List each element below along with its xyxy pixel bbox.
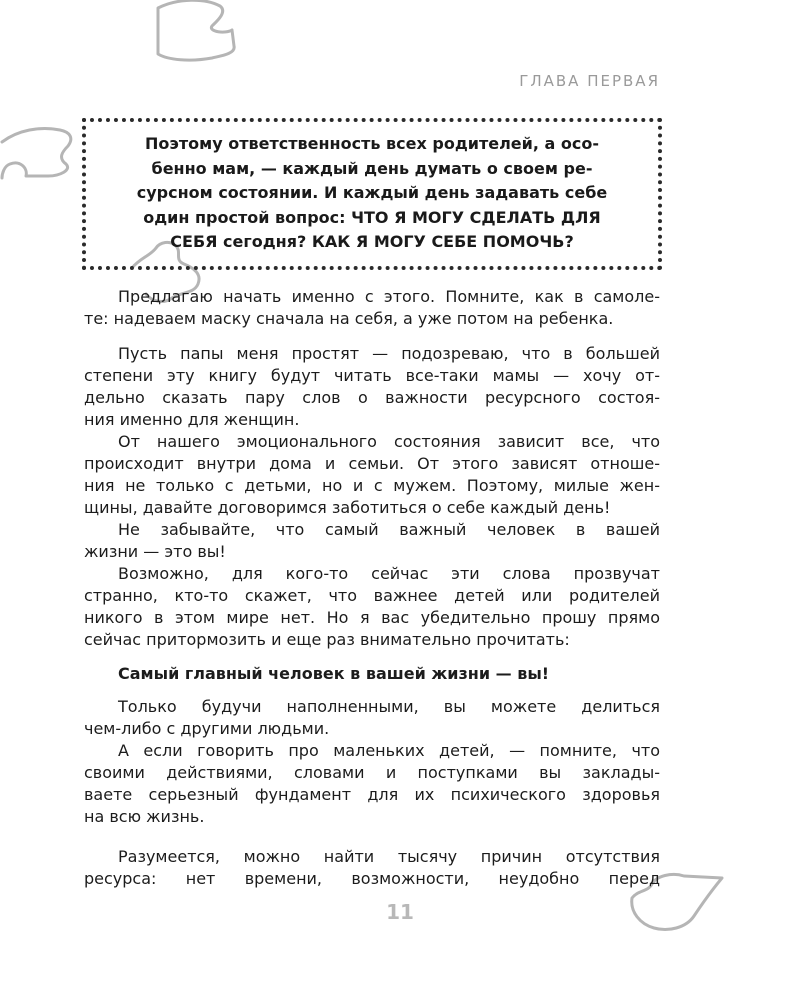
text-line: чем-либо с другими людьми. [84, 719, 330, 738]
callout-line: бенно мам, — каждый день думать о своем ре- [151, 158, 593, 178]
emphasis-paragraph [84, 663, 660, 685]
paragraph-2 [84, 343, 660, 651]
callout-line: Поэтому ответственность всех родителей, а осо- [145, 134, 599, 153]
page-number: 11 [386, 900, 414, 924]
text-line: Пусть папы меня простят — подозреваю, что в большей [118, 344, 660, 363]
puzzle-piece-top-icon [150, 0, 240, 70]
text-line: происходит внутри дома и семьи. От этого зависят отноше- [84, 454, 660, 473]
callout-line: один простой вопрос: ЧТО Я МОГУ СДЕЛАТЬ ДЛЯ [143, 207, 601, 227]
callout-line: СЕБЯ сегодня? КАК Я МОГУ СЕБЕ ПОМОЧЬ? [170, 232, 574, 251]
callout-line: сурсном состоянии. И каждый день задавать себе [136, 183, 608, 202]
emphasis-line: Самый главный человек в вашей жизни — вы! [118, 664, 550, 683]
chapter-header: ГЛАВА ПЕРВАЯ [519, 72, 660, 90]
text-line: сейчас притормозить и еще раз внимательно прочитать: [84, 630, 570, 649]
text-line: ресурса: нет времени, возможности, неудобно перед [84, 869, 660, 888]
text-line: Предлагаю начать именно с этого. Помните, как в самоле- [118, 287, 660, 306]
text-line: дельно сказать пару слов о важности ресурсного состоя- [84, 388, 660, 407]
text-line: Возможно, для кого-то сейчас эти слова прозвучат [118, 564, 660, 583]
text-line: своими действиями, словами и поступками вы заклады- [84, 763, 660, 782]
text-line: От нашего эмоционального состояния зависит все, что [118, 432, 660, 451]
text-line: ваете серьезный фундамент для их психического здоровья [84, 785, 660, 804]
text-line: никого в этом мире нет. Но я вас убедительно прошу прямо [84, 608, 660, 627]
text-line: на всю жизнь. [84, 807, 205, 826]
text-line: А если говорить про маленьких детей, — помните, что [118, 741, 660, 760]
text-line: Разумеется, можно найти тысячу причин отсутствия [118, 847, 660, 866]
paragraph-3 [84, 696, 660, 828]
text-line: Только будучи наполненными, вы можете делиться [118, 697, 660, 716]
text-line: те: надеваем маску сначала на себя, а уже потом на ребенка. [84, 309, 614, 328]
text-line: степени эту книгу будут читать все-таки мамы — хочу от- [84, 366, 660, 385]
paragraph-4 [84, 846, 660, 890]
text-line: ния именно для женщин. [84, 410, 300, 429]
text-line: щины, давайте договоримся заботиться о себе каждый день! [84, 498, 611, 517]
text-line: странно, кто-то скажет, что важнее детей или родителей [84, 586, 660, 605]
paragraph-1 [84, 286, 660, 330]
text-line: ния не только с детьми, но и с мужем. Поэтому, милые жен- [84, 476, 660, 495]
text-line: Не забывайте, что самый важный человек в вашей [118, 520, 660, 539]
callout-box [82, 118, 662, 270]
puzzle-piece-left-icon [0, 120, 80, 200]
text-line: жизни — это вы! [84, 542, 226, 561]
